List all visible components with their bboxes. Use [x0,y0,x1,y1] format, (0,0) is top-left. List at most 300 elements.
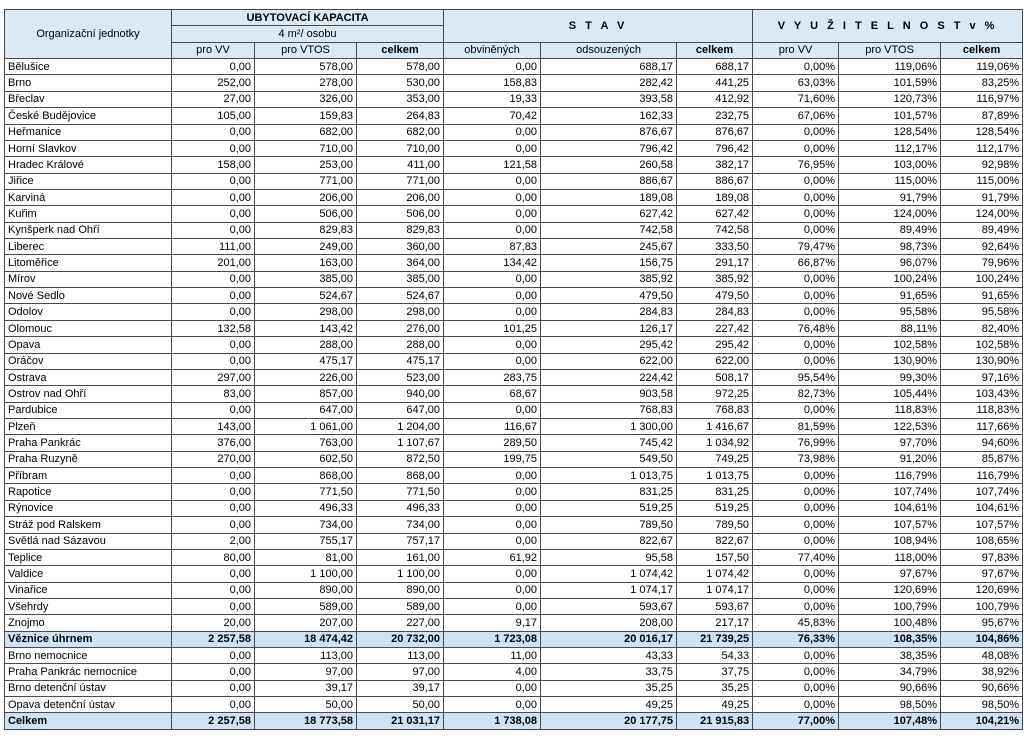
value-cell: 0,00 [172,697,255,713]
value-cell: 0,00 [444,173,541,189]
table-body [5,59,1023,730]
value-cell: 382,17 [677,157,753,173]
value-cell: 496,33 [357,500,444,516]
value-cell: 97,83% [941,549,1023,565]
org-unit-name: Ostrava [5,369,172,385]
value-cell: 0,00 [172,189,255,205]
value-cell: 128,54% [839,124,941,140]
org-unit-name: Plzeň [5,418,172,434]
value-cell: 118,83% [941,402,1023,418]
value-cell: 0,00 [444,500,541,516]
value-cell: 19,33 [444,91,541,107]
value-cell: 104,21% [941,713,1023,729]
value-cell: 682,00 [255,124,357,140]
value-cell: 100,79% [941,598,1023,614]
value-cell: 27,00 [172,91,255,107]
value-cell: 71,60% [753,91,839,107]
value-cell: 886,67 [541,173,677,189]
value-cell: 284,83 [677,304,753,320]
org-unit-name: Věznice úhrnem [5,631,172,647]
value-cell: 530,00 [357,75,444,91]
value-cell: 0,00% [753,288,839,304]
value-cell: 9,17 [444,615,541,631]
value-cell: 326,00 [255,91,357,107]
value-cell: 385,00 [357,271,444,287]
value-cell: 1 013,75 [541,468,677,484]
table-row [5,664,1023,680]
value-cell: 0,00 [172,271,255,287]
value-cell: 89,49% [941,222,1023,238]
value-cell: 868,00 [255,468,357,484]
value-cell: 742,58 [541,222,677,238]
value-cell: 1 061,00 [255,418,357,434]
org-unit-name: Odolov [5,304,172,320]
value-cell: 103,43% [941,386,1023,402]
value-cell: 122,53% [839,418,941,434]
value-cell: 21 915,83 [677,713,753,729]
value-cell: 291,17 [677,255,753,271]
value-cell: 822,67 [541,533,677,549]
value-cell: 189,08 [541,189,677,205]
value-cell: 90,66% [941,680,1023,696]
table-row [5,140,1023,156]
value-cell: 627,42 [541,206,677,222]
value-cell: 48,08% [941,648,1023,664]
org-unit-name: Teplice [5,549,172,565]
org-unit-name: Praha Ruzyně [5,451,172,467]
summary-row [5,713,1023,729]
value-cell: 622,00 [677,353,753,369]
value-cell: 33,75 [541,664,677,680]
value-cell: 107,57% [839,517,941,533]
value-cell: 77,40% [753,549,839,565]
value-cell: 232,75 [677,108,753,124]
value-cell: 45,83% [753,615,839,631]
table-row [5,173,1023,189]
value-cell: 120,69% [941,582,1023,598]
value-cell: 108,35% [839,631,941,647]
value-cell: 688,17 [677,59,753,75]
header-capacity: UBYTOVACÍ KAPACITA [172,10,444,26]
value-cell: 113,00 [255,648,357,664]
value-cell: 1 074,17 [541,582,677,598]
value-cell: 868,00 [357,468,444,484]
value-cell: 1 013,75 [677,468,753,484]
org-unit-name: Hradec Králové [5,157,172,173]
org-unit-name: Litoměřice [5,255,172,271]
value-cell: 288,00 [255,337,357,353]
value-cell: 0,00 [172,402,255,418]
header-stav: S T A V [444,10,753,43]
value-cell: 412,92 [677,91,753,107]
value-cell: 284,83 [541,304,677,320]
value-cell: 0,00% [753,648,839,664]
value-cell: 796,42 [677,140,753,156]
value-cell: 37,75 [677,664,753,680]
org-unit-name: Liberec [5,239,172,255]
value-cell: 76,95% [753,157,839,173]
value-cell: 0,00% [753,582,839,598]
value-cell: 0,00 [172,664,255,680]
value-cell: 0,00% [753,271,839,287]
value-cell: 0,00 [172,288,255,304]
table-row [5,222,1023,238]
value-cell: 100,24% [839,271,941,287]
value-cell: 0,00% [753,124,839,140]
value-cell: 524,67 [357,288,444,304]
value-cell: 829,83 [255,222,357,238]
value-cell: 61,92 [444,549,541,565]
value-cell: 755,17 [255,533,357,549]
value-cell: 104,61% [941,500,1023,516]
value-cell: 98,50% [839,697,941,713]
table-row [5,549,1023,565]
value-cell: 508,17 [677,369,753,385]
table-row [5,484,1023,500]
value-cell: 688,17 [541,59,677,75]
value-cell: 506,00 [255,206,357,222]
value-cell: 742,58 [677,222,753,238]
value-cell: 92,64% [941,239,1023,255]
value-cell: 20 177,75 [541,713,677,729]
value-cell: 0,00 [444,697,541,713]
value-cell: 578,00 [357,59,444,75]
value-cell: 116,97% [941,91,1023,107]
value-cell: 92,98% [941,157,1023,173]
value-cell: 1 074,42 [541,566,677,582]
org-unit-name: Brno detenční ústav [5,680,172,696]
value-cell: 270,00 [172,451,255,467]
value-cell: 217,17 [677,615,753,631]
value-cell: 91,79% [839,189,941,205]
value-cell: 627,42 [677,206,753,222]
value-cell: 288,00 [357,337,444,353]
col-header: celkem [677,42,753,58]
value-cell: 97,00 [255,664,357,680]
value-cell: 393,58 [541,91,677,107]
value-cell: 2,00 [172,533,255,549]
value-cell: 475,17 [255,353,357,369]
value-cell: 0,00 [172,124,255,140]
value-cell: 85,87% [941,451,1023,467]
org-unit-name: České Budějovice [5,108,172,124]
value-cell: 70,42 [444,108,541,124]
table-row [5,320,1023,336]
value-cell: 100,79% [839,598,941,614]
value-cell: 120,69% [839,582,941,598]
value-cell: 578,00 [255,59,357,75]
value-cell: 768,83 [677,402,753,418]
value-cell: 0,00% [753,697,839,713]
value-cell: 11,00 [444,648,541,664]
table-row [5,239,1023,255]
value-cell: 73,98% [753,451,839,467]
table-row [5,598,1023,614]
value-cell: 0,00 [172,353,255,369]
value-cell: 50,00 [357,697,444,713]
value-cell: 549,50 [541,451,677,467]
value-cell: 118,83% [839,402,941,418]
value-cell: 126,17 [541,320,677,336]
table-row [5,369,1023,385]
value-cell: 333,50 [677,239,753,255]
value-cell: 116,79% [839,468,941,484]
value-cell: 710,00 [255,140,357,156]
value-cell: 1 300,00 [541,418,677,434]
value-cell: 95,54% [753,369,839,385]
value-cell: 81,59% [753,418,839,434]
value-cell: 112,17% [839,140,941,156]
value-cell: 0,00 [172,582,255,598]
value-cell: 602,50 [255,451,357,467]
col-header: odsouzených [541,42,677,58]
org-unit-name: Vinařice [5,582,172,598]
value-cell: 1 100,00 [255,566,357,582]
value-cell: 364,00 [357,255,444,271]
value-cell: 0,00 [172,222,255,238]
table-row [5,337,1023,353]
value-cell: 789,50 [677,517,753,533]
value-cell: 903,58 [541,386,677,402]
value-cell: 295,42 [541,337,677,353]
value-cell: 111,00 [172,239,255,255]
value-cell: 2 257,58 [172,631,255,647]
table-row [5,304,1023,320]
col-header: pro VTOS [255,42,357,58]
value-cell: 107,74% [941,484,1023,500]
value-cell: 972,25 [677,386,753,402]
value-cell: 227,00 [357,615,444,631]
value-cell: 87,83 [444,239,541,255]
value-cell: 1 416,67 [677,418,753,434]
value-cell: 105,00 [172,108,255,124]
value-cell: 54,33 [677,648,753,664]
header-capacity-sub: 4 m²/ osobu [172,26,444,42]
value-cell: 496,33 [255,500,357,516]
value-cell: 158,00 [172,157,255,173]
org-unit-name: Příbram [5,468,172,484]
value-cell: 0,00% [753,140,839,156]
value-cell: 67,06% [753,108,839,124]
value-cell: 83,00 [172,386,255,402]
org-unit-name: Jiřice [5,173,172,189]
value-cell: 385,92 [677,271,753,287]
value-cell: 0,00% [753,206,839,222]
value-cell: 264,83 [357,108,444,124]
value-cell: 162,33 [541,108,677,124]
value-cell: 107,48% [839,713,941,729]
value-cell: 360,00 [357,239,444,255]
value-cell: 68,67 [444,386,541,402]
value-cell: 831,25 [677,484,753,500]
value-cell: 0,00 [444,189,541,205]
table-row [5,206,1023,222]
table-row [5,353,1023,369]
org-unit-name: Všehrdy [5,598,172,614]
value-cell: 98,73% [839,239,941,255]
value-cell: 295,42 [677,337,753,353]
value-cell: 97,67% [839,566,941,582]
value-cell: 89,49% [839,222,941,238]
col-header: celkem [357,42,444,58]
value-cell: 157,50 [677,549,753,565]
value-cell: 1 738,08 [444,713,541,729]
table-row [5,566,1023,582]
value-cell: 298,00 [357,304,444,320]
value-cell: 0,00% [753,337,839,353]
value-cell: 108,65% [941,533,1023,549]
value-cell: 1 107,67 [357,435,444,451]
table-row [5,435,1023,451]
value-cell: 385,92 [541,271,677,287]
org-unit-name: Olomouc [5,320,172,336]
value-cell: 682,00 [357,124,444,140]
value-cell: 0,00% [753,59,839,75]
value-cell: 79,96% [941,255,1023,271]
value-cell: 43,33 [541,648,677,664]
value-cell: 519,25 [677,500,753,516]
value-cell: 79,47% [753,239,839,255]
value-cell: 763,00 [255,435,357,451]
value-cell: 115,00% [941,173,1023,189]
org-unit-name: Rapotice [5,484,172,500]
value-cell: 249,00 [255,239,357,255]
value-cell: 890,00 [255,582,357,598]
table-row [5,582,1023,598]
value-cell: 95,58 [541,549,677,565]
value-cell: 107,57% [941,517,1023,533]
value-cell: 0,00 [172,337,255,353]
value-cell: 159,83 [255,108,357,124]
value-cell: 88,11% [839,320,941,336]
value-cell: 589,00 [357,598,444,614]
value-cell: 0,00 [444,222,541,238]
value-cell: 189,08 [677,189,753,205]
value-cell: 63,03% [753,75,839,91]
value-cell: 0,00 [444,140,541,156]
value-cell: 119,06% [941,59,1023,75]
value-cell: 771,50 [255,484,357,500]
table-row [5,255,1023,271]
value-cell: 0,00% [753,517,839,533]
table-row [5,59,1023,75]
value-cell: 0,00 [172,680,255,696]
value-cell: 0,00% [753,402,839,418]
value-cell: 0,00% [753,598,839,614]
value-cell: 87,89% [941,108,1023,124]
value-cell: 0,00 [444,582,541,598]
value-cell: 76,33% [753,631,839,647]
org-unit-name: Brno [5,75,172,91]
value-cell: 0,00 [444,59,541,75]
value-cell: 260,58 [541,157,677,173]
value-cell: 0,00 [172,468,255,484]
value-cell: 143,00 [172,418,255,434]
col-header: pro VV [753,42,839,58]
value-cell: 831,25 [541,484,677,500]
value-cell: 0,00% [753,533,839,549]
value-cell: 282,42 [541,75,677,91]
value-cell: 156,75 [541,255,677,271]
value-cell: 622,00 [541,353,677,369]
org-unit-name: Valdice [5,566,172,582]
org-unit-name: Praha Pankrác nemocnice [5,664,172,680]
org-unit-name: Rýnovice [5,500,172,516]
col-header: obviněných [444,42,541,58]
value-cell: 0,00 [172,500,255,516]
value-cell: 2 257,58 [172,713,255,729]
value-cell: 890,00 [357,582,444,598]
value-cell: 0,00 [444,353,541,369]
value-cell: 298,00 [255,304,357,320]
value-cell: 253,00 [255,157,357,173]
value-cell: 0,00 [444,533,541,549]
value-cell: 710,00 [357,140,444,156]
value-cell: 0,00 [172,304,255,320]
value-cell: 872,50 [357,451,444,467]
value-cell: 0,00 [444,337,541,353]
value-cell: 822,67 [677,533,753,549]
value-cell: 519,25 [541,500,677,516]
table-row [5,648,1023,664]
value-cell: 283,75 [444,369,541,385]
value-cell: 0,00 [444,124,541,140]
value-cell: 112,17% [941,140,1023,156]
table-row [5,75,1023,91]
org-unit-name: Světlá nad Sázavou [5,533,172,549]
col-header: pro VTOS [839,42,941,58]
value-cell: 1 074,17 [677,582,753,598]
value-cell: 163,00 [255,255,357,271]
value-cell: 745,42 [541,435,677,451]
value-cell: 49,25 [541,697,677,713]
value-cell: 0,00% [753,500,839,516]
org-unit-name: Nové Sedlo [5,288,172,304]
value-cell: 130,90% [839,353,941,369]
table-row [5,189,1023,205]
value-cell: 796,42 [541,140,677,156]
value-cell: 206,00 [255,189,357,205]
value-cell: 95,67% [941,615,1023,631]
value-cell: 18 474,42 [255,631,357,647]
value-cell: 108,94% [839,533,941,549]
value-cell: 120,73% [839,91,941,107]
table-row [5,517,1023,533]
value-cell: 91,79% [941,189,1023,205]
value-cell: 757,17 [357,533,444,549]
table-row [5,157,1023,173]
value-cell: 81,00 [255,549,357,565]
table-row [5,697,1023,713]
value-cell: 96,07% [839,255,941,271]
value-cell: 276,00 [357,320,444,336]
value-cell: 82,40% [941,320,1023,336]
value-cell: 82,73% [753,386,839,402]
table-row [5,386,1023,402]
value-cell: 116,79% [941,468,1023,484]
value-cell: 95,58% [941,304,1023,320]
value-cell: 134,42 [444,255,541,271]
value-cell: 0,00 [172,484,255,500]
header-org-units: Organizační jednotky [5,10,172,59]
org-unit-name: Oráčov [5,353,172,369]
value-cell: 20 016,17 [541,631,677,647]
table-row [5,615,1023,631]
value-cell: 523,00 [357,369,444,385]
value-cell: 107,74% [839,484,941,500]
value-cell: 128,54% [941,124,1023,140]
value-cell: 886,67 [677,173,753,189]
